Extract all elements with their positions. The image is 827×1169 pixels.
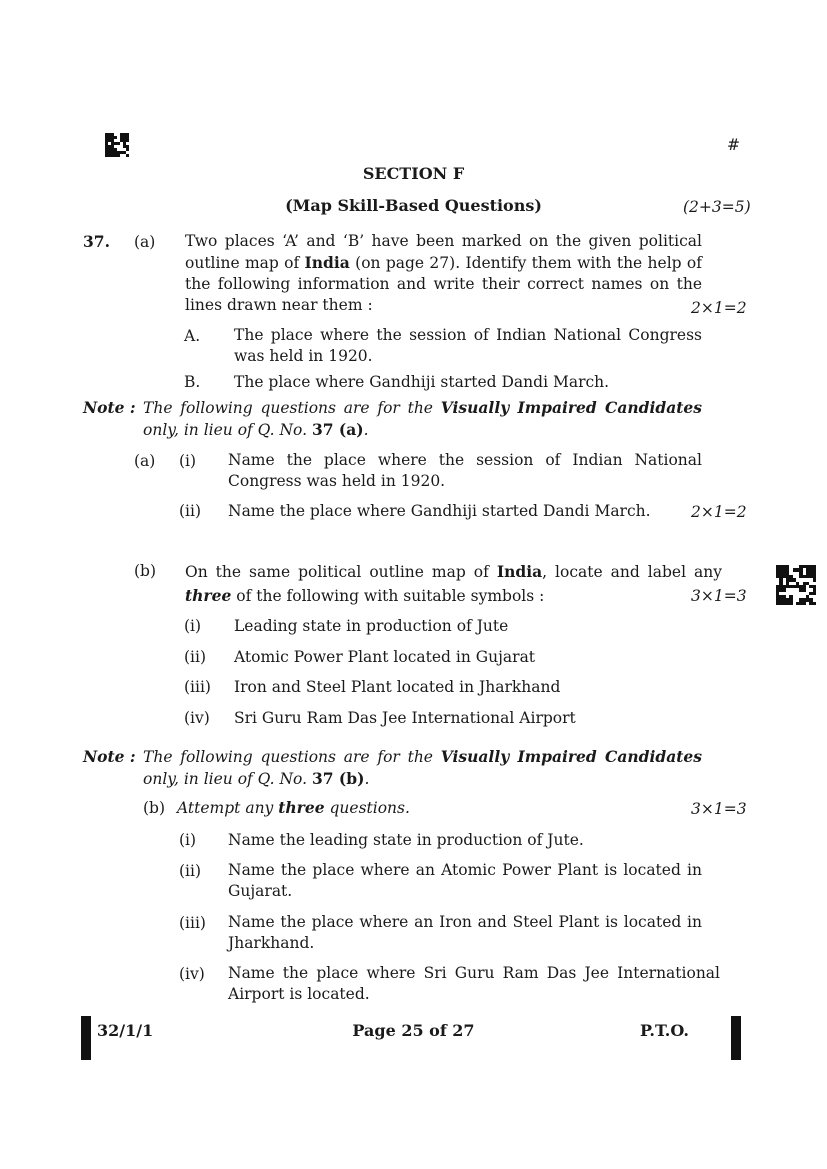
footer-page-number: Page 25 of 27 xyxy=(352,1021,475,1040)
qr-code-right-margin xyxy=(776,565,816,605)
india-bold: India xyxy=(304,253,350,272)
section-subtitle: (Map Skill-Based Questions) xyxy=(285,196,542,215)
part-a-line-4: lines drawn near them : xyxy=(185,296,373,314)
note-b-item-2-text: Name the place where an Atomic Power Plant is located in Gujarat. xyxy=(228,861,702,900)
section-marks: (2+3=5) xyxy=(683,198,751,216)
note-a-item-1-text: Name the place where the session of Indian National Congress was held in 1920. xyxy=(228,451,702,490)
item-a-text: The place where the session of Indian National Congress was held in 1920. xyxy=(234,326,702,365)
part-b-item-1-text: Leading state in production of Jute xyxy=(234,617,509,635)
part-b-item-3-text: Iron and Steel Plant located in Jharkhand xyxy=(234,678,561,696)
part-b-item-2-text: Atomic Power Plant located in Gujarat xyxy=(234,648,536,666)
page-hash-mark: # xyxy=(727,136,740,154)
footer-right-bar xyxy=(731,1016,741,1060)
note-b-item-1-label: (i) xyxy=(179,831,197,849)
note-a-item-1-label: (i) xyxy=(179,452,197,470)
note-a-sub-label: (a) xyxy=(134,452,156,470)
part-b-instructions: On the same political outline map of India, locate and label any three of the following with suitable symbols : xyxy=(185,562,723,605)
note-b-label: Note : xyxy=(83,747,136,766)
part-a-label: (a) xyxy=(134,233,156,251)
note-b-item-2-label: (ii) xyxy=(179,862,202,880)
part-b-item-4-label: (iv) xyxy=(184,709,210,727)
note-b-sub-label: (b) xyxy=(143,799,166,817)
footer-paper-code: 32/1/1 xyxy=(97,1021,154,1040)
item-a-label: A. xyxy=(184,327,201,345)
note-b-item-1-text: Name the leading state in production of Jute. xyxy=(228,831,584,849)
qr-code-top-left xyxy=(105,133,129,157)
note-b-sub-instruction: Attempt any three questions. xyxy=(177,798,410,817)
note-b-item-3-text: Name the place where an Iron and Steel Plant is located in Jharkhand. xyxy=(228,913,702,952)
question-number: 37. xyxy=(83,232,110,251)
part-b-label: (b) xyxy=(134,562,157,580)
part-a-line-1: Two places ‘A’ and ‘B’ have been marked on the given political xyxy=(185,232,702,250)
note-b-marks: 3×1=3 xyxy=(691,800,747,818)
part-b-item-2-label: (ii) xyxy=(184,648,207,666)
part-a-line-3: the following information and write their correct names on the xyxy=(185,275,702,293)
note-a-text: The following questions are for the Visually Impaired Candidates only, in lieu of Q. No. 37 (a). xyxy=(143,398,702,439)
part-a-marks: 2×1=2 xyxy=(691,299,747,317)
item-b-text: The place where Gandhiji started Dandi March. xyxy=(234,373,610,391)
part-a-line-2: outline map of India (on page 27). Identify them with the help of xyxy=(185,253,702,272)
footer-pto: P.T.O. xyxy=(640,1021,689,1040)
note-b-text: The following questions are for the Visually Impaired Candidates only, in lieu of Q. No. 37 (b). xyxy=(143,747,702,788)
section-title: SECTION F xyxy=(362,164,465,183)
part-b-item-1-label: (i) xyxy=(184,617,202,635)
note-a-item-2-label: (ii) xyxy=(179,502,202,520)
note-b-item-4-label: (iv) xyxy=(179,965,205,983)
note-a-label: Note : xyxy=(83,398,136,417)
note-b-item-4-text: Name the place where Sri Guru Ram Das Jee International Airport is located. xyxy=(228,964,720,1003)
note-b-item-3-label: (iii) xyxy=(179,914,206,932)
part-b-item-3-label: (iii) xyxy=(184,678,211,696)
part-b-marks: 3×1=3 xyxy=(691,587,747,605)
note-a-item-2-text: Name the place where Gandhiji started Dandi March. xyxy=(228,502,651,520)
part-a-instructions xyxy=(185,231,702,316)
part-b-item-4-text: Sri Guru Ram Das Jee International Airport xyxy=(234,709,576,727)
note-a-marks: 2×1=2 xyxy=(691,503,747,521)
item-b-label: B. xyxy=(184,373,201,391)
